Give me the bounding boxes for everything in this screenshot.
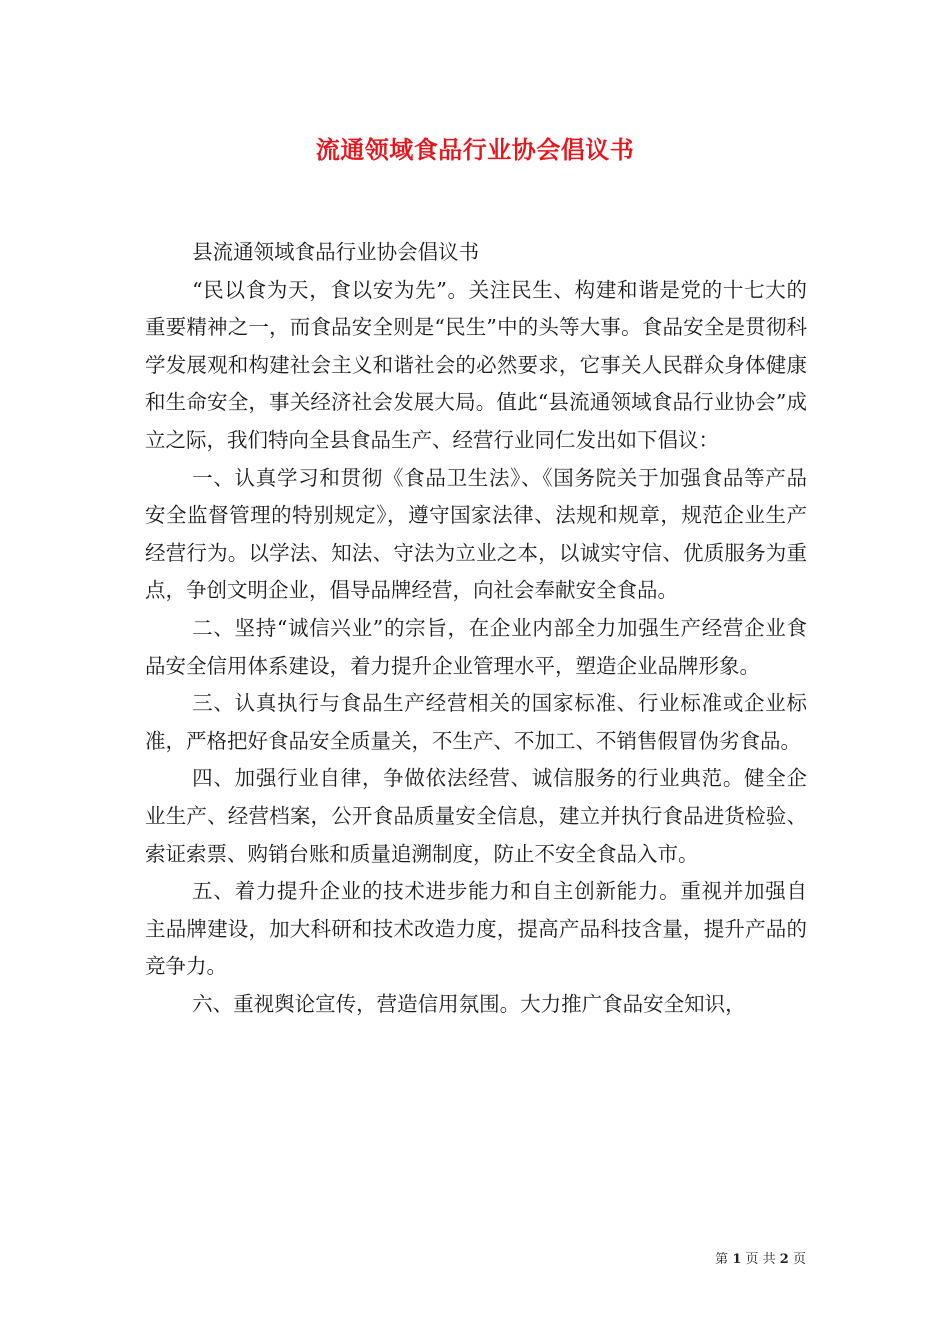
paragraph-item-5: 五、着力提升企业的技术进步能力和自主创新能力。重视并加强自主品牌建设，加大科研和技术改造力度，提高产品科技含量，提升产品的竞争力。: [145, 879, 807, 979]
footer-prefix: 第: [715, 1252, 729, 1267]
footer-current-page: 1: [732, 1252, 742, 1267]
document-body: [145, 234, 807, 1023]
footer-middle: 页 共: [745, 1252, 776, 1267]
paragraph-heading: 县流通领域食品行业协会倡议书: [192, 240, 480, 264]
paragraph-item-4: 四、加强行业自律，争做依法经营、诚信服务的行业典范。健全企业生产、经营档案，公开食品质量安全信息，建立并执行食品进货检验、索证索票、购销台账和质量追溯制度，防止不安全食品入市。: [145, 766, 807, 866]
paragraph-intro: “民以食为天，食以安为先”。关注民生、构建和谐是党的十七大的重要精神之一，而食品安全则是“民生”中的头等大事。食品安全是贯彻科学发展观和构建社会主义和谐社会的必然要求，它事关人民群众身体健康和生命安全，事关经济社会发展大局。值此“县流通领域食品行业协会”成立之际，我们特向全县食品生产、经营行业同仁发出如下倡议：: [145, 277, 807, 452]
document-title: 流通领域食品行业协会倡议书: [315, 135, 635, 164]
footer-total-pages: 2: [779, 1252, 789, 1267]
paragraph-item-1: 一、认真学习和贯彻《食品卫生法》、《国务院关于加强食品等产品安全监督管理的特别规定》，遵守国家法律、法规和规章，规范企业生产经营行为。以学法、知法、守法为立业之本，以诚实守信、优质服务为重点，争创文明企业，倡导品牌经营，向社会奉献安全食品。: [145, 465, 807, 603]
footer-suffix: 页: [792, 1252, 806, 1267]
page-number-footer: [0, 1248, 806, 1267]
paragraph-item-6: 六、重视舆论宣传，营造信用氛围。大力推广食品安全知识，: [192, 991, 746, 1016]
paragraph-item-3: 三、认真执行与食品生产经营相关的国家标准、行业标准或企业标准，严格把好食品安全质量关，不生产、不加工、不销售假冒伪劣食品。: [145, 691, 807, 753]
paragraph-item-2: 二、坚持“诚信兴业”的宗旨，在企业内部全力加强生产经营企业食品安全信用体系建设，着力提升企业管理水平，塑造企业品牌形象。: [145, 615, 807, 678]
